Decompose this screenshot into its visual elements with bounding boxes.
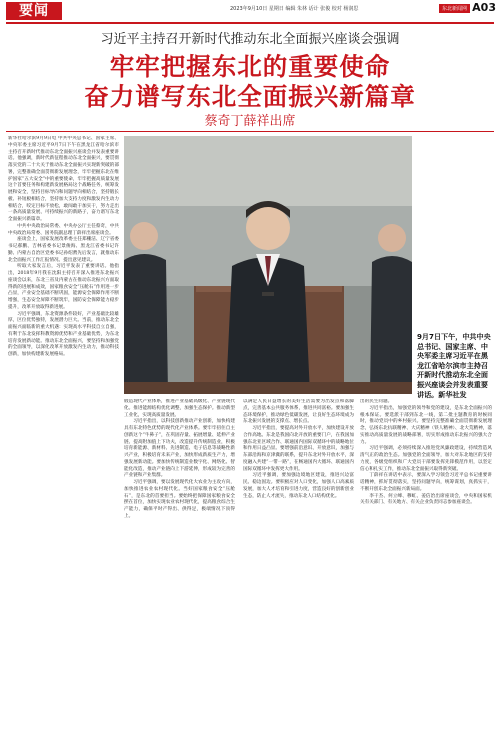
headline-kicker: 习近平主持召开新时代推动东北全面振兴座谈会强调 xyxy=(100,32,400,47)
article-paragraph: 听取大家发言后，习近平发表了重要讲话。他指出，2018年9月我在沈阳主持召开深入推进东北振兴座谈会以来，东北三省及内蒙古在推动东北振兴方面取得新的进展和成效，国家粮食安全“压舱石”作用进一步凸显，产业安全基础不断巩固，能源安全保障作用不断增强，生态安全屏障不断筑牢，国防安全保障能力稳步提升，改革开放取得新进展。 xyxy=(8,264,119,310)
headline-byline: 蔡奇丁薛祥出席 xyxy=(204,114,296,129)
section-title: 要闻 xyxy=(6,2,62,20)
article-paragraph: 李干杰、何立峰、穆虹、姜信治出席座谈会，中央和国家机关有关部门、有关地方、有关企业负责同志参加座谈会。 xyxy=(360,493,492,506)
article-paragraph: 习近平指出，加强党的领导和党的建设，是东北全面振兴的根本保证。要选派干部到东北一线，第二批主题教育的时候同时，推动党员中的乡村振兴。要坚持完整准确全面贯彻新发展理念，弘扬东北抗联精神、大庆精神（铁人精神）、北大荒精神，落实推动高质量发展的战略部署，切实形成推动东北振兴的强大合力。 xyxy=(360,405,492,445)
headline-line-2: 奋力谱写东北全面振兴新篇章 xyxy=(84,82,416,111)
article-paragraph: 习近平强调，要加强边境地区建设，推进兴边富民、稳边固边。要积极应对人口变化，加强人口高素质发展，加大人才培育和引进力度，营造良好的创新创业生态，防止人才流失，推动东北人口结构优化。 xyxy=(243,473,354,499)
article-paragraph: 习近平强调，东北资源条件较好，产业基础比较雄厚，区位优势独特，发展潜力巨大。当前，推动东北全面振兴面临新的重大机遇：实现高水平科技自立自强，有利于东北发挥科教资源优势和产业基础优势，为东北培育发展新动能。推动东北全面振兴，要坚持和加强党的全面领导，以深化改革开放激发内生动力，推动科技创新，加快构建新发展格局。 xyxy=(8,311,119,357)
article-paragraph: 习近平强调，必须持续深入推进党风廉政建设，持续营造风清气正的政治生态。加强党的全面领导，加大对东北地区的支持力度，各级党组织和广大党员干部要发挥先锋模范作用，以坚定信心和扎实工作，推动东北全面振兴取得新突破。 xyxy=(360,446,492,472)
article-column-2 xyxy=(124,399,235,742)
page-number: A03 xyxy=(472,1,496,14)
article-paragraph: 习近平指出，以科技创新推动产业创新，加快构建具有东北特色优势的现代化产业体系。要牢牢扭住自主创新这个“牛鼻子”，在巩固存量、拓展增量、延伸产业链、提高附加值上下功夫，改造提升传统制造业，积极培育新能源、新材料、先进制造、电子信息等战略性新兴产业，积极培育未来产业，加快形成新质生产力，增强发展新动能。要加快传统制造业数字化、网络化、智能化改造，推动产业链向上下游延伸，形成较为完善的产业链和产业集群。 xyxy=(124,419,235,479)
article-paragraph: 以满足人民日益增长的美好生活需要为出发点和落脚点，完善基本公共服务体系，推进共同富裕。要加强生态环境保护，推动绿色低碳发展，让良好生态环境成为东北振兴发展的支撑点、增长点。 xyxy=(243,399,354,425)
masthead xyxy=(0,0,500,22)
top-rule xyxy=(6,22,494,24)
article-paragraph: 丁薛祥在讲话中表示，要深入学习领会习近平总书记重要讲话精神，抓好贯彻落实，坚持问题导向，统筹谋划，真抓实干，不断开创东北全面振兴新局面。 xyxy=(360,473,492,492)
article-column-1 xyxy=(8,136,119,742)
article-paragraph: 新华社哈尔滨9月9日电 中共中央总书记、国家主席、中央军委主席习近平9月7日下午在黑龙江省哈尔滨市主持召开新时代推动东北全面振兴座谈会并发表重要讲话。他强调，新时代新征程推动东北全面振兴，要贯彻落实党的二十大关于推动东北全面振兴实现新突破的部署，完整准确全面贯彻新发展理念，牢牢把握东北在维护国家“五大安全”中的重要使命，牢牢把握高质量发展这个首要任务和构建新发展格局这个战略任务，统筹发展和安全，坚持目标导向和问题导向相结合，坚持锻长板、补短板相结合，坚持加大支持力度和激发内生动力相结合，咬定目标不放松，敢闯敢干加实干，努力走出一条高质量发展、可持续振兴的新路子，奋力谱写东北全面振兴新篇章。 xyxy=(8,136,119,222)
header-rule xyxy=(6,131,494,132)
news-photo xyxy=(124,136,412,394)
issue-meta: 2023年9月10日 星期日 编辑 朱林 话计 张俊 校对 杨润思 xyxy=(230,6,359,12)
article-paragraph: 中共中央政治局常委、中央办公厅主任蔡奇，中共中央政治局常委、国务院副总理丁薛祥出席座谈会。 xyxy=(8,223,119,236)
article-paragraph: 出的民生问题。 xyxy=(360,399,393,404)
headline-line-1: 牢牢把握东北的重要使命 xyxy=(109,52,391,81)
photo-caption: 9月7日下午，中共中央总书记、国家主席、中央军委主席习近平在黑龙江省哈尔滨市主持召开新时代推动东北全面振兴座谈会并发表重要讲话。新华社发 xyxy=(417,332,491,399)
article-paragraph: 习近平强调，要以发展现代化大农业为主攻方向，加快推进农业农村现代化。当好国家粮食安全“压舱石”，是东北的首要担当。要始终把保障国家粮食安全摆在首位，加快实现农业农村现代化，提高粮食综合生产能力，确保平时产得出、供得足，极端情况下顶得上。 xyxy=(124,480,235,519)
article-paragraph: 锻造现代产业体系，推进产业基础高级化、产业链现代化。推进能源结构优化调整，加强生态保护。推动新型工业化，实现高质量发展。 xyxy=(124,399,235,418)
article-column-3 xyxy=(243,399,354,742)
article-paragraph: 习近平指出，要提高对外开放水平，加快建设开放合作高地。东北是我国向北开放的重要门户，在我国加强东北亚区域合作、联通国内国际双循环中的战略地位和作用日益凸显。要增强前沿意识、开放意识，加强与东部沿海和京津冀的联系，提升东北对外开放水平，深度融入共建“一带一路”，在畅通国内大循环、联通国内国际双循环中发挥更大作用。 xyxy=(243,426,354,472)
article-paragraph: 座谈会上，国家发展改革委主任郑栅洁、辽宁省委书记郝鹏、吉林省委书记景俊海、黑龙江省委书记许勤、内蒙古自治区党委书记孙绍骋先后发言，就推动东北全面振兴工作汇报情况、提出意见建议。 xyxy=(8,237,119,263)
edition-badge: 东北新闻网 xyxy=(439,4,470,13)
article-column-4 xyxy=(360,399,492,742)
